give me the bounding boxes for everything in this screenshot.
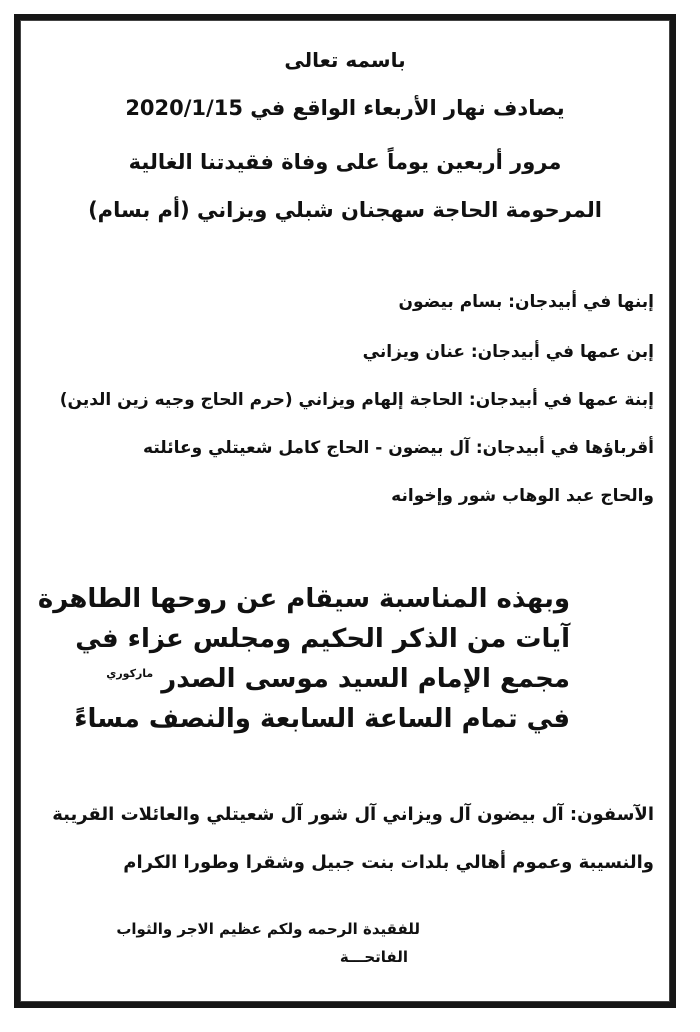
date-line: يصادف نهار الأربعاء الواقع في 2020/1/15 xyxy=(125,96,565,120)
venue-note: ماركوري xyxy=(106,667,154,681)
fatiha-line: الفاتحـــة xyxy=(339,948,408,966)
condolences-line-1: الآسفون: آل بيضون آل ويزاني آل شور آل شعيتلي والعائلات القريبة xyxy=(52,804,654,825)
announcement-line-3 xyxy=(106,664,570,694)
venue-name: مجمع الإمام السيد موسى الصدر xyxy=(161,664,570,694)
relative-female-cousin: إبنة عمها في أبيدجان: الحاجة إلهام ويزاني (حرم الحاج وجيه زين الدين) xyxy=(59,390,654,410)
prayer-line: للفقيدة الرحمه ولكم عظيم الاجر والثواب xyxy=(116,920,420,938)
relative-cousin: إبن عمها في أبيدجان: عنان ويزاني xyxy=(362,342,654,362)
condolences-line-2: والنسيبة وعموم أهالي بلدات بنت جبيل وشقرا وطورا الكرام xyxy=(123,852,654,873)
relative-relatives: أقرباؤها في أبيدجان: آل بيضون - الحاج كامل شعيتلي وعائلته xyxy=(143,438,654,458)
relative-shour: والحاج عبد الوهاب شور وإخوانه xyxy=(391,486,654,506)
announcement-line-2: آيات من الذكر الحكيم ومجلس عزاء في xyxy=(75,624,570,654)
relative-son: إبنها في أبيدجان: بسام بيضون xyxy=(398,292,654,312)
occasion-line: مرور أربعين يوماً على وفاة فقيدتنا الغالية xyxy=(128,150,562,174)
announcement-line-1: وبهذه المناسبة سيقام عن روحها الطاهرة xyxy=(37,584,570,614)
obituary-notice xyxy=(14,14,676,1008)
deceased-name: المرحومة الحاجة سهجنان شبلي ويزاني (أم بسام) xyxy=(88,198,602,222)
basmala-heading: باسمه تعالى xyxy=(284,48,406,72)
announcement-line-4: في تمام الساعة السابعة والنصف مساءً xyxy=(74,704,570,734)
